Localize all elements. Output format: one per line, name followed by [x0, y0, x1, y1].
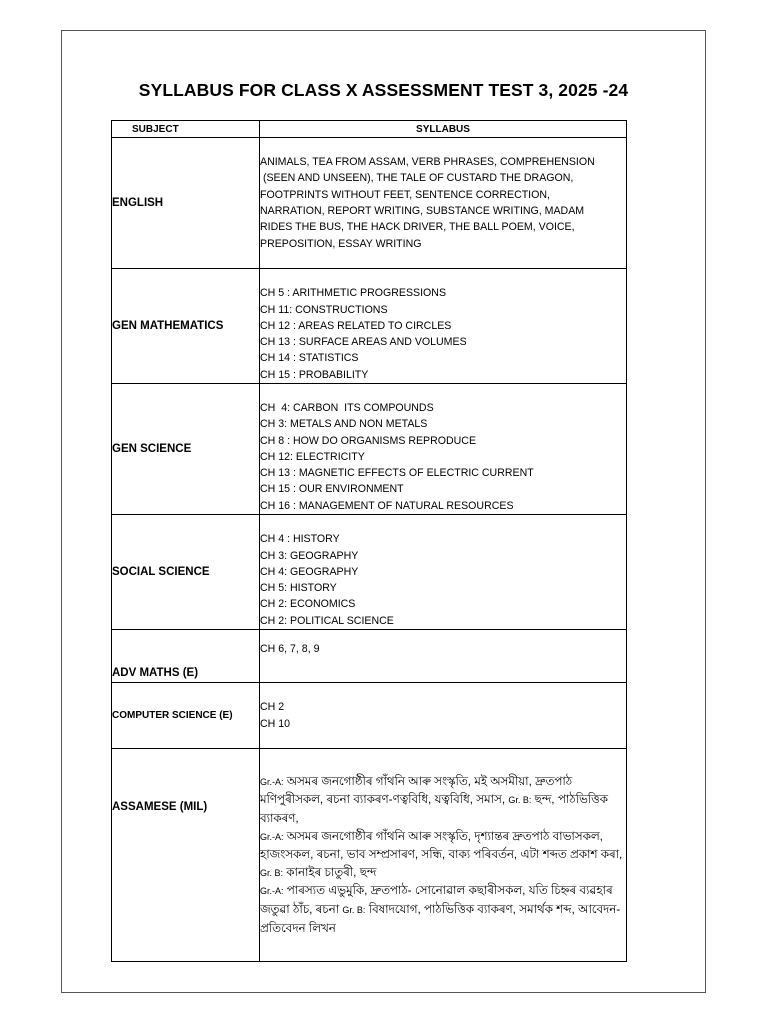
syllabus-line: CH 2: POLITICAL SCIENCE — [260, 614, 394, 627]
syllabus-cell — [260, 515, 627, 630]
group-tag: Gr. B: — [260, 867, 284, 878]
table-row — [112, 269, 627, 384]
syllabus-line: CH 14 : STATISTICS — [260, 352, 359, 365]
syllabus-text: বিষাদযোগ, পাঠভিত্তিক ব্যাকৰণ, সমাৰ্থক শব্দ, আবেদন-প্ৰতিবেদন লিখন — [260, 901, 621, 935]
syllabus-paragraph — [260, 773, 626, 828]
syllabus-text: অসমৰ জনগোষ্ঠীৰ গাঁথনি আৰু সংস্কৃতি, দৃশ্যান্তৰ দ্ৰুতপাঠ বাভাসকল, হাজংসকল, ৰচনা, ভাব সম্প্ৰসাৰণ, সন্ধি, বাক্য পৰিবৰ্তন, এটা শব্দত প্ৰকাশ কৰা, — [260, 828, 623, 862]
table-row — [112, 138, 627, 269]
table-row — [112, 749, 627, 962]
syllabus-line: CH 4: CARBON ITS COMPOUNDS — [260, 401, 434, 414]
group-tag: Gr.-A: — [260, 886, 284, 897]
syllabus-paragraph — [260, 828, 626, 883]
syllabus-table — [111, 120, 627, 962]
syllabus-cell — [260, 630, 627, 683]
group-tag: Gr. B: — [342, 904, 366, 915]
syllabus-line: CH 12: ELECTRICITY — [260, 450, 365, 463]
subject-cell: ENGLISH — [112, 138, 260, 269]
subject-cell: SOCIAL SCIENCE — [112, 515, 260, 630]
header-subject: SUBJECT — [112, 121, 260, 138]
syllabus-line: CH 4: GEOGRAPHY — [260, 565, 359, 578]
syllabus-line: (SEEN AND UNSEEN), THE TALE OF CUSTARD THE DRAGON, — [260, 172, 574, 185]
syllabus-paragraph — [260, 882, 626, 937]
syllabus-line: RIDES THE BUS, THE HACK DRIVER, THE BALL POEM, VOICE, — [260, 221, 575, 234]
document-title: SYLLABUS FOR CLASS X ASSESSMENT TEST 3, 2025 -24 — [138, 80, 629, 100]
subject-cell: ASSAMESE (MIL) — [112, 749, 260, 962]
syllabus-cell — [260, 749, 627, 962]
syllabus-line: CH 5 : ARITHMETIC PROGRESSIONS — [260, 287, 447, 300]
syllabus-cell — [260, 683, 627, 749]
subject-cell: ADV MATHS (E) — [112, 630, 260, 683]
syllabus-line: CH 11: CONSTRUCTIONS — [260, 303, 388, 316]
syllabus-line: PREPOSITION, ESSAY WRITING — [260, 237, 422, 250]
table-row — [112, 683, 627, 749]
syllabus-line: NARRATION, REPORT WRITING, SUBSTANCE WRITING, MADAM — [260, 205, 585, 217]
group-tag: Gr.-A: — [260, 776, 284, 787]
syllabus-line: CH 2: ECONOMICS — [260, 598, 356, 611]
syllabus-line: CH 2 — [260, 701, 285, 714]
subject-cell: COMPUTER SCIENCE (E) — [112, 683, 260, 749]
syllabus-line: CH 15 : PROBABILITY — [260, 368, 369, 381]
syllabus-line: CH 3: GEOGRAPHY — [260, 549, 359, 562]
syllabus-line: CH 8 : HOW DO ORGANISMS REPRODUCE — [260, 434, 477, 447]
syllabus-text: ছন্দ, পাঠভিত্তিক ব্যাকৰণ, — [260, 792, 608, 826]
syllabus-line: CH 6, 7, 8, 9 — [260, 643, 320, 655]
subject-cell: GEN MATHEMATICS — [112, 269, 260, 384]
syllabus-cell — [260, 384, 627, 515]
syllabus-line: CH 4 : HISTORY — [260, 533, 340, 546]
syllabus-line: CH 13 : MAGNETIC EFFECTS OF ELECTRIC CURRENT — [260, 467, 534, 480]
table-row — [112, 384, 627, 515]
header-syllabus: SYLLABUS — [260, 121, 627, 138]
syllabus-line: CH 5: HISTORY — [260, 582, 337, 595]
syllabus-line: CH 3: METALS AND NON METALS — [260, 418, 428, 431]
syllabus-line: FOOTPRINTS WITHOUT FEET, SENTENCE CORRECTION, — [260, 188, 550, 201]
syllabus-cell — [260, 138, 627, 269]
syllabus-line: CH 10 — [260, 717, 291, 730]
syllabus-text: পাৰস্যত এভুমুকি, দ্ৰুতপাঠ- সোনোৱাল কছাৰীসকল, যতি চিহ্নৰ ব্যৱহাৰ জতুৱা ঠাঁচ, ৰচনা — [260, 883, 613, 916]
syllabus-cell — [260, 269, 627, 384]
group-tag: Gr. B: — [508, 795, 532, 806]
table-header-row — [112, 121, 627, 138]
syllabus-line: ANIMALS, TEA FROM ASSAM, VERB PHRASES, COMPREHENSION — [260, 156, 595, 169]
syllabus-line: CH 13 : SURFACE AREAS AND VOLUMES — [260, 336, 467, 349]
subject-cell: GEN SCIENCE — [112, 384, 260, 515]
group-tag: Gr.-A: — [260, 831, 284, 842]
table-row — [112, 515, 627, 630]
syllabus-line: CH 15 : OUR ENVIRONMENT — [260, 483, 404, 496]
syllabus-text: অসমৰ জনগোষ্ঠীৰ গাঁথনি আৰু সংস্কৃতি, মই অসমীয়া, দ্ৰুতপাঠ মণিপুৰীসকল, ৰচনা ব্যাকৰণ-ণত্ববিধি, যত্ববিধি, সমাস, — [260, 773, 573, 807]
table-row — [112, 630, 627, 683]
syllabus-line: CH 12 : AREAS RELATED TO CIRCLES — [260, 319, 452, 332]
syllabus-text: কানাইৰ চাতুৰী, ছন্দ — [283, 864, 377, 879]
syllabus-line: CH 16 : MANAGEMENT OF NATURAL RESOURCES — [260, 499, 514, 512]
